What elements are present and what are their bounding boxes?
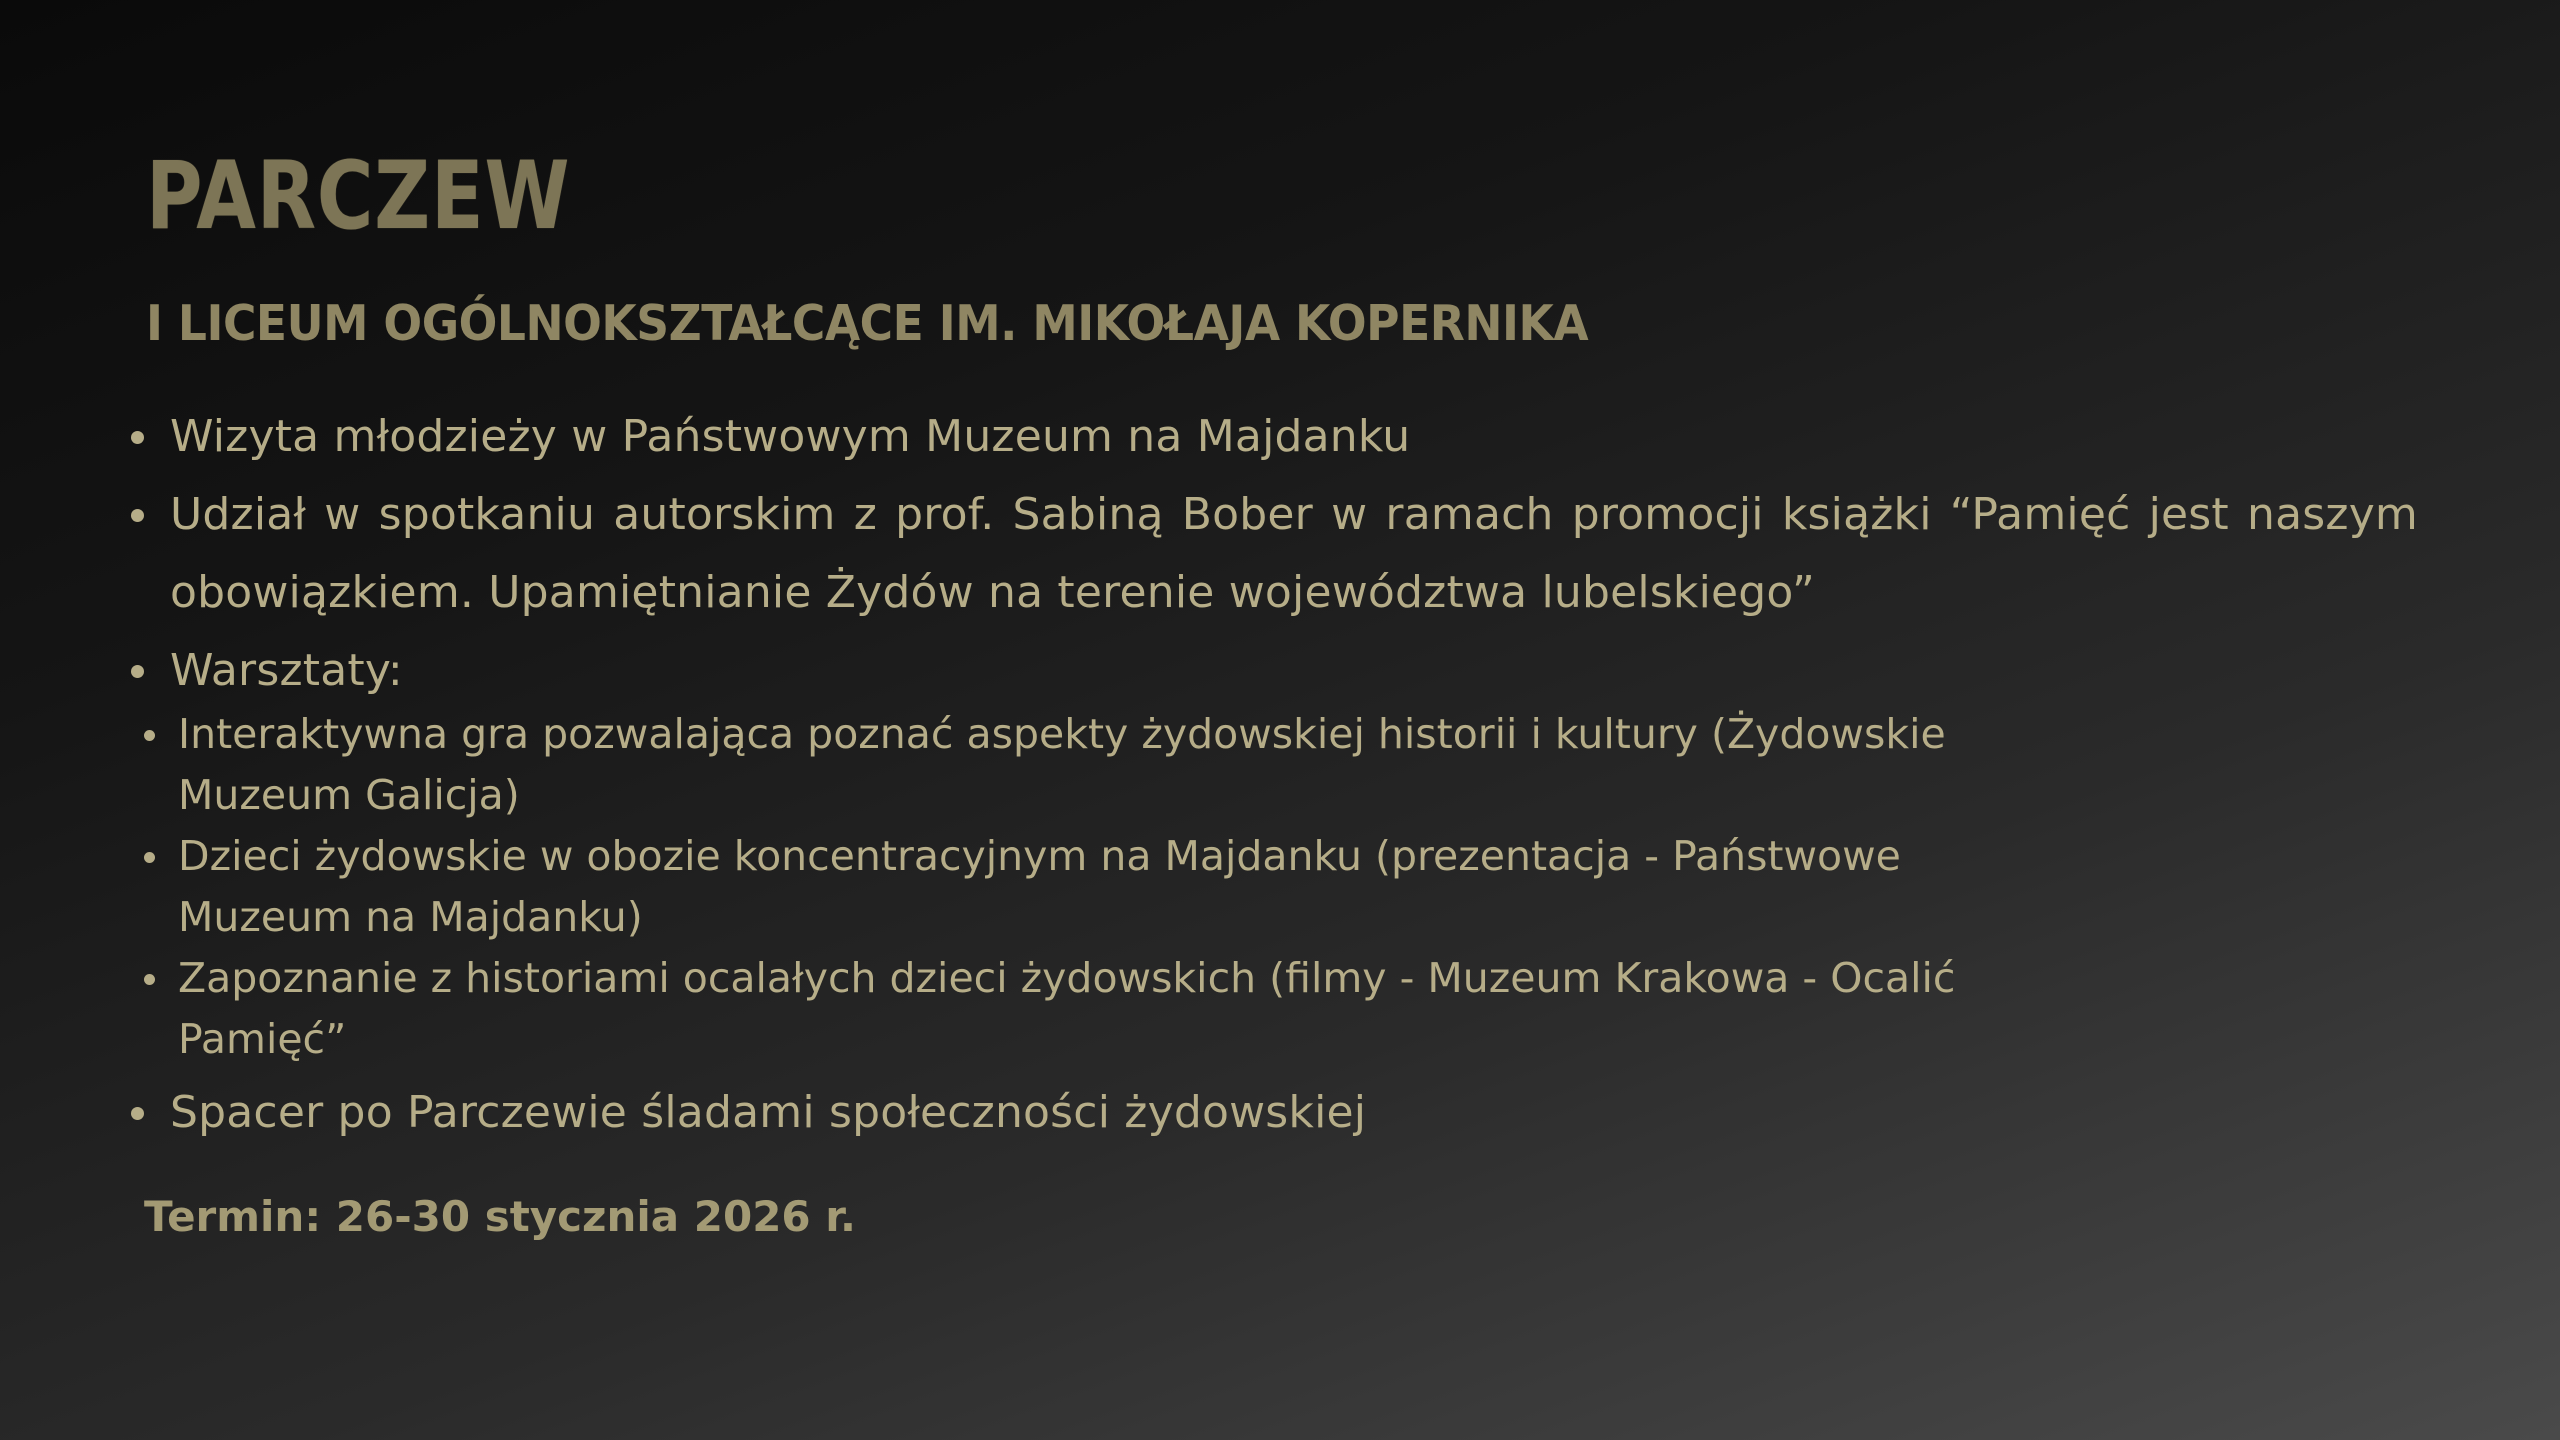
- workshop-item: Zapoznanie z historiami ocalałych dzieci żydowskich (filmy - Muzeum Krakowa - Ocalić Pamięć”: [136, 948, 2078, 1070]
- workshops-block: [128, 704, 2418, 1070]
- bullet-list-continued: [128, 1074, 2418, 1152]
- list-item: Udział w spotkaniu autorskim z prof. Sabiną Bober w ramach promocji książki “Pamięć jest naszym obowiązkiem. Upamiętnianie Żydów na terenie województwa lubelskiego”: [128, 476, 2418, 632]
- event-dates: Termin: 26-30 stycznia 2026 r.: [144, 1192, 856, 1241]
- workshop-item: Interaktywna gra pozwalająca poznać aspekty żydowskiej historii i kultury (Żydowskie Muzeum Galicja): [136, 704, 2078, 826]
- content: [128, 398, 2418, 1152]
- bullet-list: [128, 398, 2418, 710]
- page-title: PARCZEW: [146, 142, 571, 251]
- workshops-label: Warsztaty:: [170, 645, 403, 696]
- workshop-item: Dzieci żydowskie w obozie koncentracyjnym na Majdanku (prezentacja - Państwowe Muzeum na Majdanku): [136, 826, 2078, 948]
- school-subtitle: I LICEUM OGÓLNOKSZTAŁCĄCE IM. MIKOŁAJA KOPERNIKA: [146, 295, 1589, 352]
- list-item: Spacer po Parczewie śladami społeczności żydowskiej: [128, 1074, 2418, 1152]
- list-item: [128, 632, 2418, 710]
- workshop-list: [136, 704, 2418, 1070]
- list-item: Wizyta młodzieży w Państwowym Muzeum na Majdanku: [128, 398, 2418, 476]
